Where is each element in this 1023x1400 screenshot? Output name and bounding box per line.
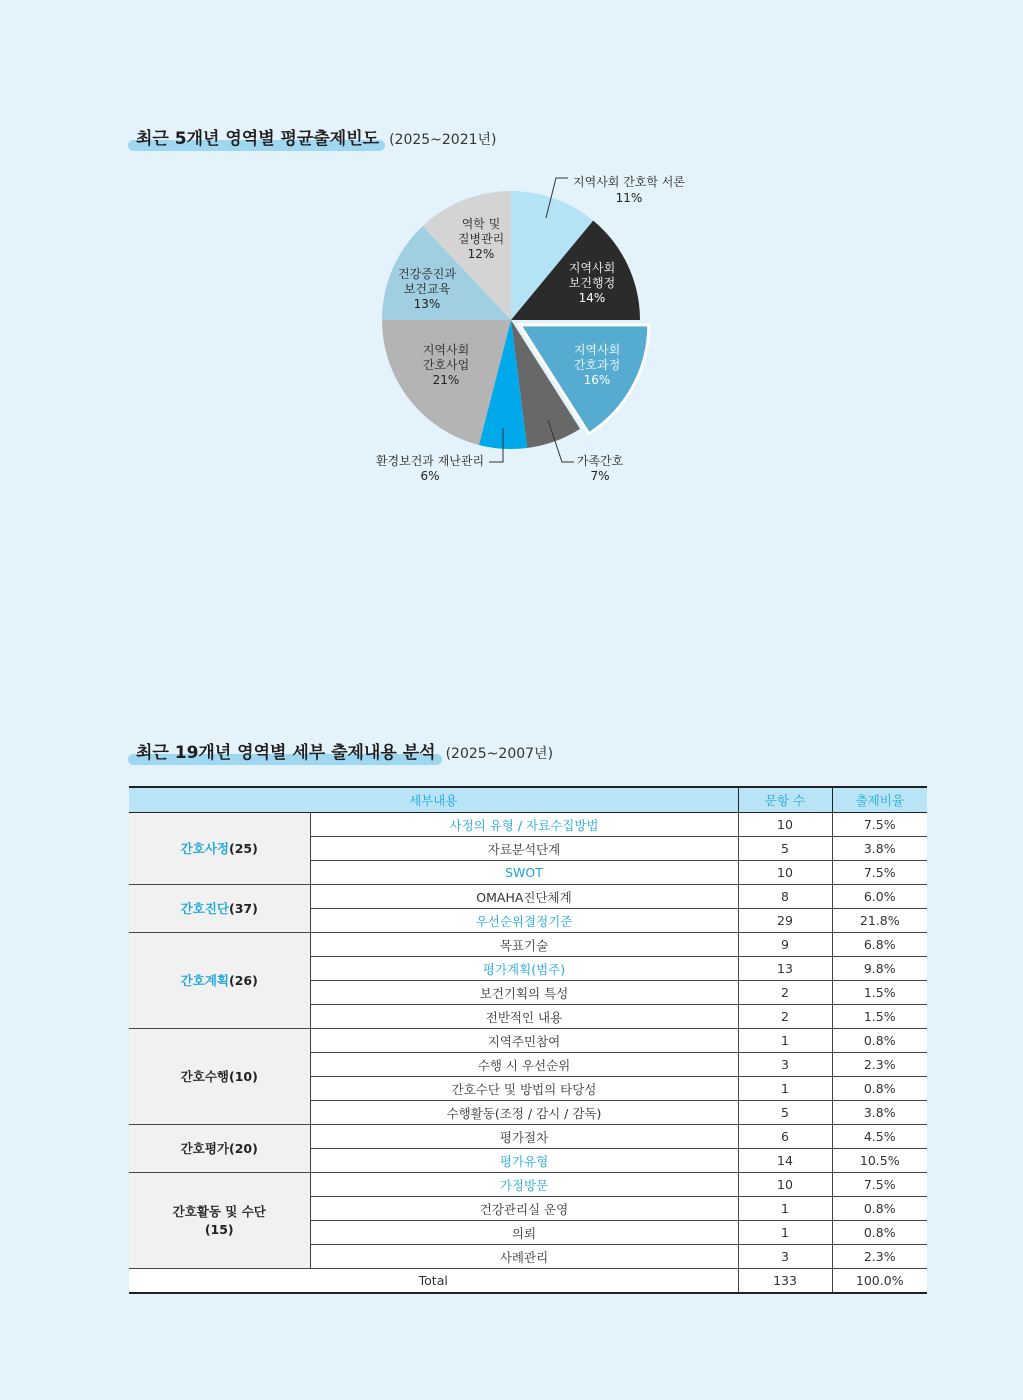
detail-cell: SWOT: [310, 861, 738, 885]
pie-label-s7-line-0: 역학 및: [461, 217, 501, 231]
count-cell: 2: [738, 981, 832, 1005]
table-row: [129, 885, 927, 909]
count-cell: 6: [738, 1125, 832, 1149]
category-name: 간호활동 및 수단: [172, 1203, 266, 1219]
pie-label-s2-line-0: 지역사회: [573, 343, 621, 357]
total-label: Total: [129, 1269, 738, 1294]
pie-label-s4-line-1: 6%: [420, 469, 440, 483]
detail-cell: 건강관리실 운영: [310, 1197, 738, 1221]
detail-cell: 의뢰: [310, 1221, 738, 1245]
pie-label-s1-line-1: 보건행정: [568, 276, 616, 290]
total-ratio: 100.0%: [832, 1269, 927, 1294]
ratio-cell: 7.5%: [832, 1173, 927, 1197]
pie-label-s7-line-1: 질병관리: [457, 232, 505, 246]
detail-cell: 간호수단 및 방법의 타당성: [310, 1077, 738, 1101]
detail-cell: 가정방문: [310, 1173, 738, 1197]
ratio-cell: 6.8%: [832, 933, 927, 957]
table-row: [129, 813, 927, 837]
ratio-cell: 0.8%: [832, 1029, 927, 1053]
detail-cell: 전반적인 내용: [310, 1005, 738, 1029]
category-count: (25): [228, 840, 258, 856]
pie-label-s2-line-2: 16%: [583, 373, 611, 387]
count-cell: 8: [738, 885, 832, 909]
detail-cell: 수행 시 우선순위: [310, 1053, 738, 1077]
pie-label-s6-line-0: 건강증진과: [398, 267, 456, 281]
analysis-table-wrapper: [129, 786, 927, 1294]
pie-label-s2-line-1: 간호과정: [573, 358, 621, 372]
ratio-cell: 1.5%: [832, 1005, 927, 1029]
category-cell: [129, 933, 310, 1029]
count-cell: 3: [738, 1053, 832, 1077]
ratio-cell: 3.8%: [832, 837, 927, 861]
pie-label-s5-line-0: 지역사회: [422, 343, 470, 357]
table-row: [129, 1125, 927, 1149]
chart-title-text: 최근 5개년 영역별 평균출제빈도: [136, 129, 380, 149]
table-title-years: (2025~2007년): [445, 746, 554, 762]
pie-label-s3-line-1: 7%: [590, 469, 610, 483]
category-count: (26): [228, 972, 258, 988]
count-cell: 1: [738, 1077, 832, 1101]
pie-label-s3-line-0: 가족간호: [576, 454, 624, 468]
category-name: 간호수행: [180, 1068, 229, 1084]
count-cell: 1: [738, 1221, 832, 1245]
ratio-cell: 0.8%: [832, 1221, 927, 1245]
chart-title-years: (2025~2021년): [389, 132, 497, 148]
ratio-cell: 3.8%: [832, 1101, 927, 1125]
count-cell: 5: [738, 1101, 832, 1125]
count-cell: 5: [738, 837, 832, 861]
detail-cell: OMAHA진단체계: [310, 885, 738, 909]
pie-label-s6-line-2: 13%: [413, 297, 441, 311]
detail-cell: 사정의 유형 / 자료수집방법: [310, 813, 738, 837]
detail-cell: 목표기술: [310, 933, 738, 957]
table-row: [129, 1173, 927, 1197]
count-cell: 2: [738, 1005, 832, 1029]
detail-cell: 사례관리: [310, 1245, 738, 1269]
ratio-cell: 1.5%: [832, 981, 927, 1005]
category-cell: [129, 813, 310, 885]
detail-cell: 지역주민참여: [310, 1029, 738, 1053]
pie-label-s4-line-0: 환경보건과 재난관리: [375, 454, 485, 468]
detail-cell: 자료분석단계: [310, 837, 738, 861]
count-cell: 10: [738, 1173, 832, 1197]
header-count: 문항 수: [738, 787, 832, 813]
category-count: (10): [228, 1068, 258, 1084]
category-cell: [129, 1173, 310, 1269]
pie-label-s5-line-2: 21%: [432, 373, 460, 387]
pie-label-s0-line-1: 11%: [615, 191, 643, 205]
pie-label-s7-line-2: 12%: [467, 247, 495, 261]
count-cell: 13: [738, 957, 832, 981]
category-count: (20): [228, 1140, 258, 1156]
table-section-title: [134, 738, 553, 763]
pie-label-s1-line-0: 지역사회: [568, 261, 616, 275]
header-detail: 세부내용: [129, 787, 738, 813]
ratio-cell: 9.8%: [832, 957, 927, 981]
count-cell: 1: [738, 1029, 832, 1053]
count-cell: 10: [738, 861, 832, 885]
category-name: 간호진단: [180, 900, 229, 916]
pie-label-s6-line-1: 보건교육: [403, 282, 451, 296]
table-row: [129, 933, 927, 957]
pie-label-s1-line-2: 14%: [578, 291, 606, 305]
category-count: (15): [204, 1221, 234, 1237]
pie-label-s5-line-1: 간호사업: [422, 358, 470, 372]
total-count: 133: [738, 1269, 832, 1294]
count-cell: 9: [738, 933, 832, 957]
detail-cell: 평가절차: [310, 1125, 738, 1149]
category-name: 간호평가: [180, 1140, 229, 1156]
ratio-cell: 2.3%: [832, 1053, 927, 1077]
table-header-row: [129, 787, 927, 813]
category-cell: [129, 1125, 310, 1173]
category-cell: [129, 1029, 310, 1125]
count-cell: 3: [738, 1245, 832, 1269]
table-title-text: 최근 19개년 영역별 세부 출제내용 분석: [136, 743, 436, 763]
detail-cell: 수행활동(조정 / 감시 / 감독): [310, 1101, 738, 1125]
pie-slices: [382, 191, 649, 449]
category-name: 간호계획: [180, 972, 229, 988]
ratio-cell: 21.8%: [832, 909, 927, 933]
total-row: [129, 1269, 927, 1294]
ratio-cell: 0.8%: [832, 1197, 927, 1221]
category-cell: [129, 885, 310, 933]
detail-cell: 보건기획의 특성: [310, 981, 738, 1005]
category-name: 간호사정: [180, 840, 229, 856]
pie-label-s0-line-0: 지역사회 간호학 서론: [573, 175, 685, 189]
ratio-cell: 4.5%: [832, 1125, 927, 1149]
count-cell: 29: [738, 909, 832, 933]
count-cell: 10: [738, 813, 832, 837]
ratio-cell: 7.5%: [832, 861, 927, 885]
ratio-cell: 2.3%: [832, 1245, 927, 1269]
detail-cell: 우선순위결정기준: [310, 909, 738, 933]
header-ratio: 출제비율: [832, 787, 927, 813]
ratio-cell: 10.5%: [832, 1149, 927, 1173]
ratio-cell: 6.0%: [832, 885, 927, 909]
count-cell: 1: [738, 1197, 832, 1221]
ratio-cell: 0.8%: [832, 1077, 927, 1101]
detail-cell: 평가계획(범주): [310, 957, 738, 981]
detail-cell: 평가유형: [310, 1149, 738, 1173]
analysis-table: [129, 786, 927, 1294]
category-count: (37): [228, 900, 258, 916]
table-row: [129, 1029, 927, 1053]
count-cell: 14: [738, 1149, 832, 1173]
pie-chart: [0, 0, 1023, 560]
ratio-cell: 7.5%: [832, 813, 927, 837]
